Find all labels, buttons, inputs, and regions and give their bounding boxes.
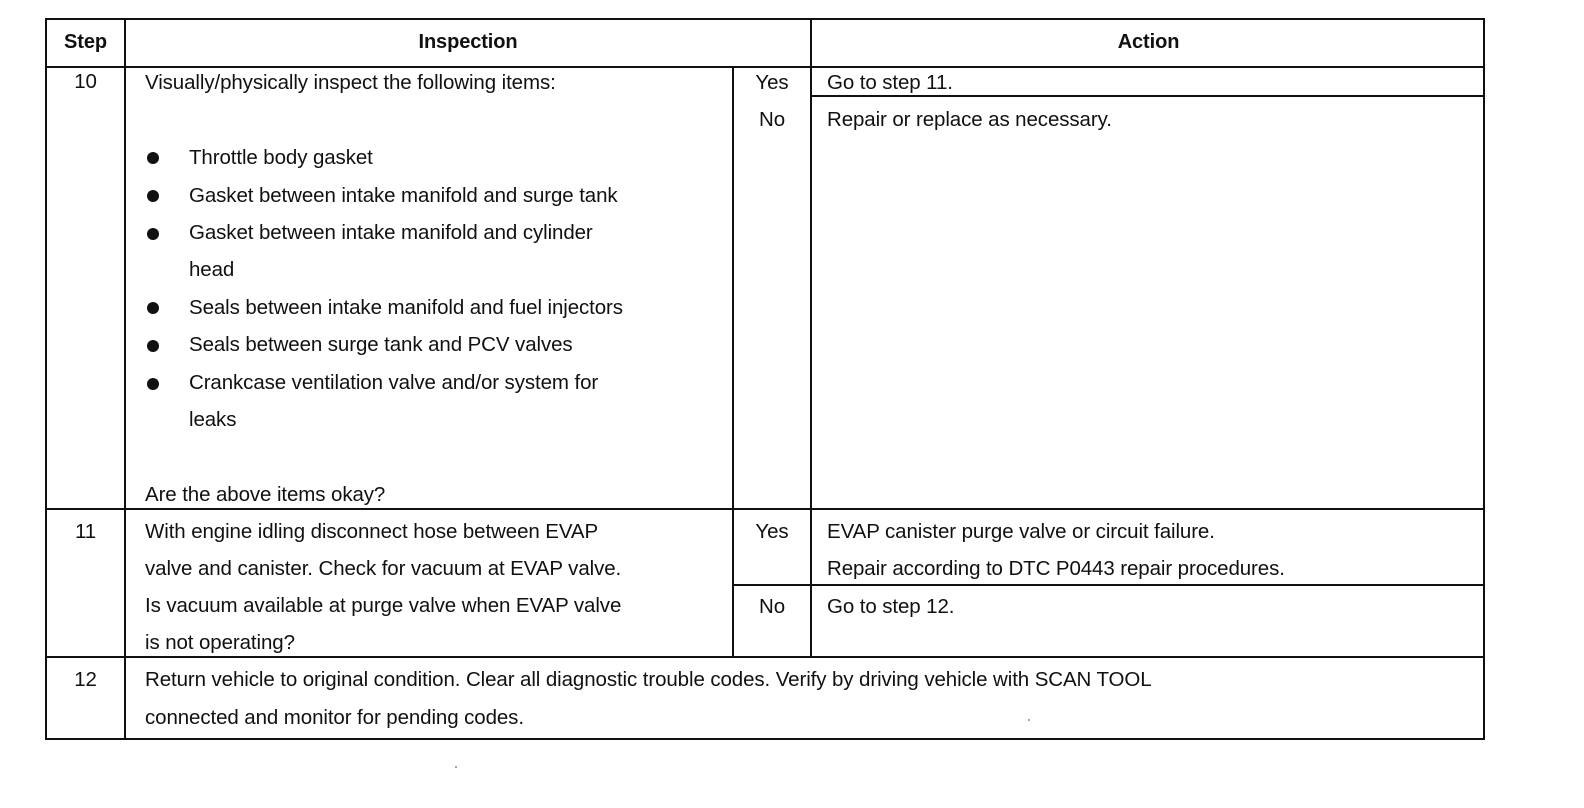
list-item: Seals between intake manifold and fuel injectors bbox=[189, 296, 623, 319]
answer-column-divider bbox=[732, 66, 734, 658]
row11-no-action: Go to step 12. bbox=[827, 595, 955, 618]
inspection-action-divider bbox=[810, 18, 812, 658]
step-column-divider bbox=[124, 18, 126, 740]
list-item-continuation: head bbox=[189, 258, 235, 281]
row11-step: 11 bbox=[74, 520, 97, 543]
bullet-icon bbox=[147, 340, 159, 352]
row10-yes: Yes bbox=[755, 71, 789, 94]
row11-yes: Yes bbox=[755, 520, 789, 543]
row12-line: connected and monitor for pending codes. bbox=[145, 706, 524, 729]
row11-line: is not operating? bbox=[145, 631, 295, 654]
list-item: Seals between surge tank and PCV valves bbox=[189, 333, 573, 356]
scan-speck bbox=[1028, 719, 1030, 721]
row11-action-divider bbox=[732, 584, 1485, 586]
header-inspection: Inspection bbox=[418, 31, 518, 53]
row11-line: valve and canister. Check for vacuum at EVAP valve. bbox=[145, 557, 622, 580]
row12-line: Return vehicle to original condition. Clear all diagnostic trouble codes. Verify by driving vehicle with SCAN TOOL bbox=[145, 668, 1152, 691]
bullet-icon bbox=[147, 378, 159, 390]
row-divider-11-12 bbox=[45, 656, 1485, 658]
header-divider bbox=[45, 66, 1485, 68]
row11-no: No bbox=[758, 595, 785, 618]
table-border-top bbox=[45, 18, 1485, 20]
row11-line: With engine idling disconnect hose between EVAP bbox=[145, 520, 599, 543]
bullet-icon bbox=[147, 228, 159, 240]
table-border-left bbox=[45, 18, 47, 740]
row10-no: No bbox=[758, 108, 785, 131]
list-item: Gasket between intake manifold and cylinder bbox=[189, 221, 593, 244]
bullet-icon bbox=[147, 190, 159, 202]
header-action: Action bbox=[1117, 31, 1180, 53]
table-border-bottom bbox=[45, 738, 1485, 740]
list-item: Gasket between intake manifold and surge tank bbox=[189, 184, 618, 207]
bullet-icon bbox=[147, 302, 159, 314]
list-item: Throttle body gasket bbox=[189, 146, 373, 169]
table-border-right bbox=[1483, 18, 1485, 740]
row-divider-10-11 bbox=[45, 508, 1485, 510]
row12-step: 12 bbox=[74, 668, 97, 691]
row10-no-action: Repair or replace as necessary. bbox=[827, 108, 1112, 131]
row10-step: 10 bbox=[74, 70, 97, 93]
list-item-continuation: leaks bbox=[189, 408, 237, 431]
row10-action-divider bbox=[810, 95, 1485, 97]
bullet-icon bbox=[147, 152, 159, 164]
row11-yes-action-line: Repair according to DTC P0443 repair procedures. bbox=[827, 557, 1285, 580]
row10-intro: Visually/physically inspect the following items: bbox=[145, 71, 556, 94]
row11-yes-action-line: EVAP canister purge valve or circuit failure. bbox=[827, 520, 1215, 543]
list-item: Crankcase ventilation valve and/or system for bbox=[189, 371, 599, 394]
row10-yes-action: Go to step 11. bbox=[827, 71, 953, 94]
header-step: Step bbox=[64, 31, 107, 53]
row11-line: Is vacuum available at purge valve when EVAP valve bbox=[145, 594, 622, 617]
row10-question: Are the above items okay? bbox=[145, 483, 386, 506]
scan-speck bbox=[455, 766, 457, 768]
diagnostic-table bbox=[45, 18, 1485, 740]
